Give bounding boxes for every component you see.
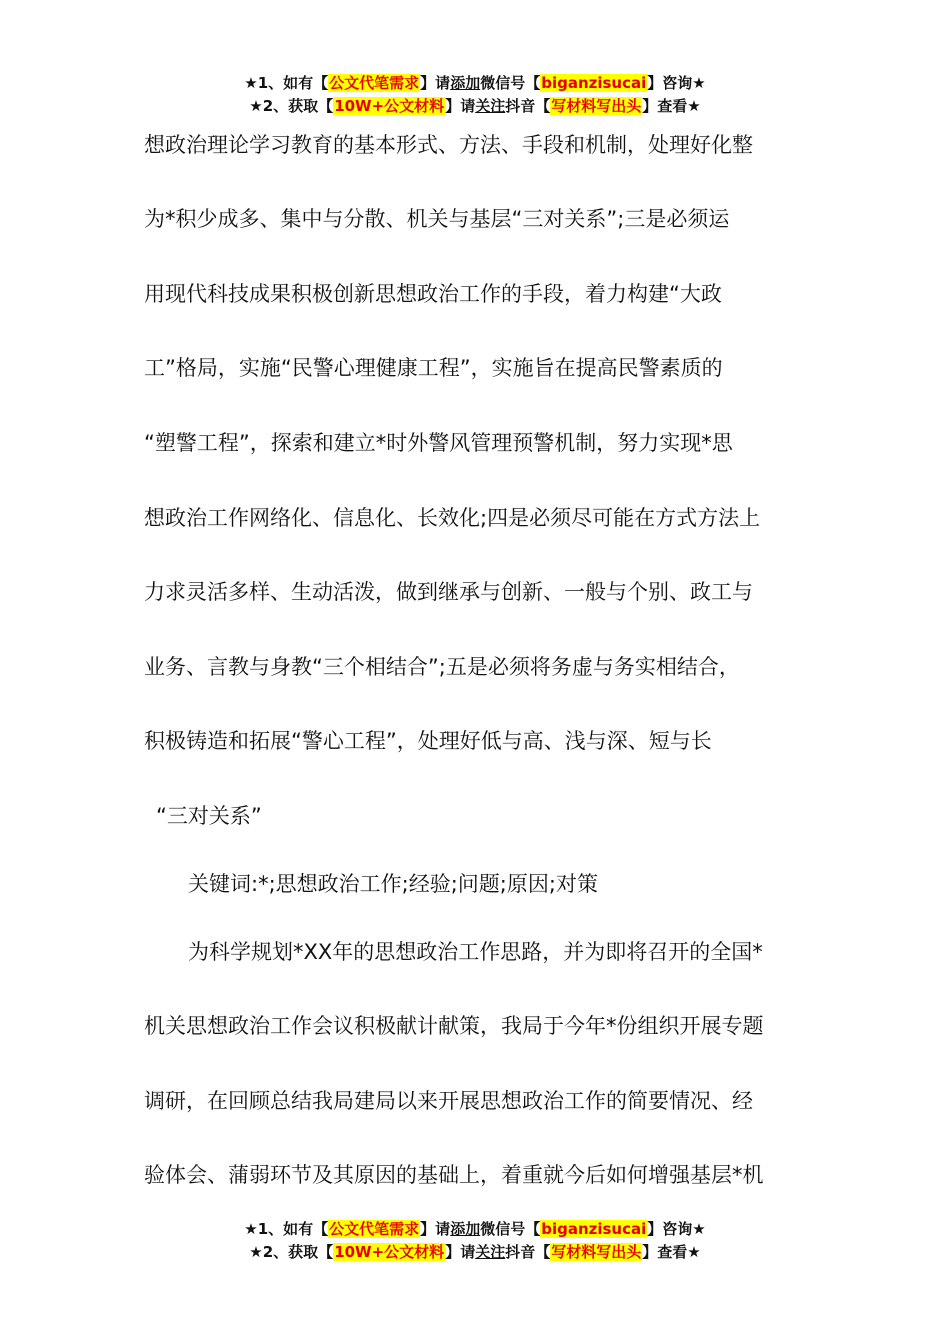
body-line: 机关思想政治工作会议积极献计献策，我局于今年*份组织开展专题	[144, 1014, 764, 1038]
footer-banner-line-1	[0, 1218, 950, 1241]
footer-banner-line-2	[0, 1241, 950, 1264]
banner-text: 】请	[420, 1220, 451, 1238]
body-line: 力求灵活多样、生动活泼，做到继承与创新、一般与个别、政工与	[144, 580, 753, 604]
banner-text: 1、如有【	[257, 74, 329, 92]
body-line: 积极铸造和拓展“警心工程”，处理好低与高、浅与深、短与长	[144, 729, 712, 753]
banner-text: 微信号【	[480, 1220, 541, 1238]
highlight-service: 公文代笔需求	[329, 74, 420, 92]
body-line: “三对关系”	[156, 804, 262, 828]
body-line: 调研，在回顾总结我局建局以来开展思想政治工作的简要情况、经	[144, 1089, 753, 1113]
highlight-douyin: 写材料写出头	[551, 97, 642, 115]
keywords-line: 关键词:*;思想政治工作;经验;问题;原因;对策	[188, 872, 598, 896]
highlight-wechat-id: biganzisucai	[541, 74, 647, 92]
highlight-service: 公文代笔需求	[329, 1220, 420, 1238]
underlined-text: 添加	[450, 1220, 481, 1238]
highlight-wechat-id: biganzisucai	[541, 1220, 647, 1238]
banner-text: 抖音【	[505, 1243, 551, 1261]
body-line: 验体会、蒲弱环节及其原因的基础上，着重就今后如何增强基层*机	[144, 1163, 764, 1187]
star-icon: ★	[249, 1243, 263, 1261]
banner-text: 】查看★	[642, 1243, 701, 1261]
underlined-text: 添加	[450, 74, 481, 92]
star-icon: ★	[244, 1220, 258, 1238]
star-icon: ★	[249, 97, 263, 115]
highlight-materials: 10W+公文材料	[334, 97, 445, 115]
header-banner-line-1	[0, 72, 950, 95]
body-line: 用现代科技成果积极创新思想政治工作的手段，着力构建“大政	[144, 282, 722, 306]
banner-text: 】咨询★	[647, 1220, 706, 1238]
underlined-text: 关注	[475, 1243, 506, 1261]
star-icon: ★	[244, 74, 258, 92]
banner-text: 2、获取【	[262, 97, 334, 115]
body-line: 业务、言教与身教“三个相结合”;五是必须将务虚与务实相结合，	[144, 655, 740, 679]
banner-text: 1、如有【	[257, 1220, 329, 1238]
body-line: 为*积少成多、集中与分散、机关与基层“三对关系”;三是必须运	[144, 207, 730, 231]
body-line: 工”格局，实施“民警心理健康工程”，实施旨在提高民警素质的	[144, 356, 723, 380]
body-line: “塑警工程”，探索和建立*时外警风管理预警机制，努力实现*思	[144, 431, 733, 455]
underlined-text: 关注	[475, 97, 506, 115]
banner-text: 】查看★	[642, 97, 701, 115]
banner-text: 】请	[445, 1243, 476, 1261]
highlight-douyin: 写材料写出头	[551, 1243, 642, 1261]
footer-banner	[0, 1218, 950, 1264]
header-banner-line-2	[0, 95, 950, 118]
paragraph-first-line: 为科学规划*XX年的思想政治工作思路，并为即将召开的全国*	[188, 940, 763, 964]
banner-text: 】咨询★	[647, 74, 706, 92]
banner-text: 微信号【	[480, 74, 541, 92]
banner-text: 2、获取【	[262, 1243, 334, 1261]
body-line: 想政治工作网络化、信息化、长效化;四是必须尽可能在方式方法上	[144, 506, 761, 530]
banner-text: 】请	[445, 97, 476, 115]
banner-text: 】请	[420, 74, 451, 92]
header-banner	[0, 72, 950, 118]
body-line: 想政治理论学习教育的基本形式、方法、手段和机制，处理好化整	[144, 133, 753, 157]
banner-text: 抖音【	[505, 97, 551, 115]
highlight-materials: 10W+公文材料	[334, 1243, 445, 1261]
